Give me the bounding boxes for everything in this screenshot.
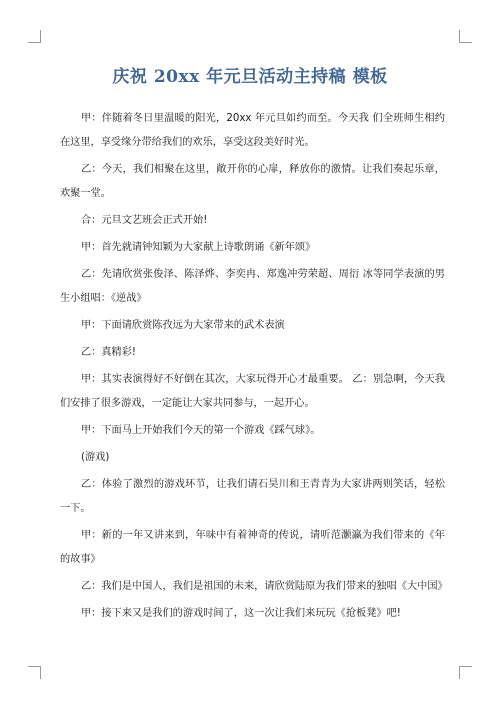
paragraph: 乙：今天，我们相聚在这里，敞开你的心扉，释放你的激情。让我们奏起乐章，欢聚一堂。 xyxy=(60,164,445,199)
paragraph: 合：元旦文艺班会正式开始! xyxy=(81,215,208,226)
paragraph: (游戏) xyxy=(81,452,110,463)
paragraph: 乙：体验了激烈的游戏环节，让我们请石昊川和王青青为大家讲两则笑话，轻松一下。 xyxy=(60,479,445,514)
crop-mark-bottom-left xyxy=(28,666,41,679)
paragraph: 乙：真精彩! xyxy=(81,347,137,358)
paragraph: 甲：伴随着冬日里温暖的阳光，20xx 年元旦如约而至。今天我 们全班师生相约在这里，享受缘分带给我们的欢乐，享受这段美好时光。 xyxy=(60,113,445,148)
crop-mark-bottom-right xyxy=(459,666,472,679)
paragraph: 甲：接下来又是我们的游戏时间了，这一次让我们来玩玩《抢板凳》吧! xyxy=(81,608,401,619)
paragraph: 甲：首先就请钟知颖为大家献上诗歌朗诵《新年颂》 xyxy=(81,242,316,253)
document-body xyxy=(60,107,448,629)
paragraph: 乙：我们是中国人，我们是祖国的未来，请欣赏陆原为我们带来的独唱《大中国》 xyxy=(81,581,448,592)
paragraph: 乙：先请欣赏张俊泽、陈泽烨、李奕冉、郑逸冲劳荣超、周衍 冰等同学表演的男生小组唱：《逆战》 xyxy=(60,269,445,304)
crop-mark-top-right xyxy=(459,30,472,43)
paragraph: 甲：其实表演得好不好倒在其次，大家玩得开心才最重要。 乙：别急啊，今天我们安排了很多游戏，一定能让大家共同参与，一起开心。 xyxy=(60,374,445,409)
paragraph: 甲：下面请欣赏陈孜远为大家带来的武术表演 xyxy=(81,320,285,331)
paragraph: 甲：新的一年又讲来到，年味中有着神奇的传说，请听范灏瀛为我们带来的《年的故事》 xyxy=(60,530,445,565)
crop-mark-top-left xyxy=(28,30,41,43)
paragraph: 甲：下面马上开始我们今天的第一个游戏《踩气球》。 xyxy=(81,425,321,436)
document-title: 庆祝 20xx 年元旦活动主持稿 模板 xyxy=(112,67,388,87)
